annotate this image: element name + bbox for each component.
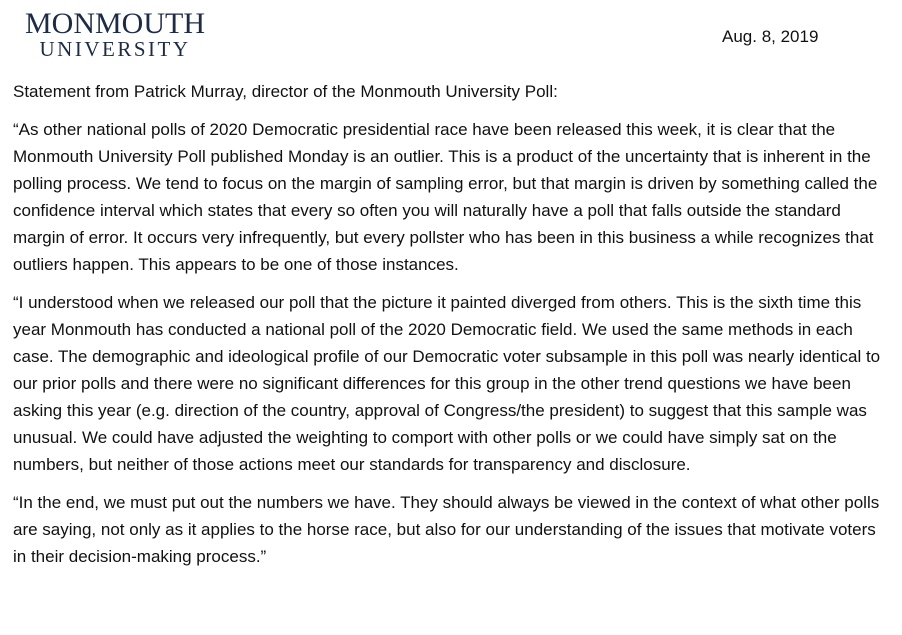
statement-paragraph-1: “As other national polls of 2020 Democratic presidential race have been released this week, it is clear that the Monmouth University Poll published Monday is an outlier. This is a product of the uncertainty that is inherent in the polling process. We tend to focus on the margin of sampling error, but that margin is driven by something called the confidence interval which states that every so often you will naturally have a poll that falls outside the standard margin of error. It occurs very infrequently, but every pollster who has been in this business a while recognizes that outliers happen. This appears to be one of those instances. xyxy=(13,120,878,274)
logo-line-university: UNIVERSITY xyxy=(39,37,191,61)
university-logo xyxy=(12,8,218,59)
statement-paragraph-3: “In the end, we must put out the numbers we have. They should always be viewed in the context of what other polls are saying, not only as it applies to the horse race, but also for our understanding of the issues that motivate voters in their decision-making process.” xyxy=(13,493,880,566)
logo-line-monmouth: MONMOUTH xyxy=(25,7,205,40)
statement-date: Aug. 8, 2019 xyxy=(722,27,819,46)
statement-body xyxy=(13,79,893,581)
statement-intro: Statement from Patrick Murray, director of the Monmouth University Poll: xyxy=(13,82,558,101)
statement-paragraph-2: “I understood when we released our poll that the picture it painted diverged from others. This is the sixth time this year Monmouth has conducted a national poll of the 2020 Democratic field. We used the same methods in each case. The demographic and ideological profile of our Democratic voter subsample in this poll was nearly identical to our prior polls and there were no significant differences for this group in the other trend questions we have been asking this year (e.g. direction of the country, approval of Congress/the president) to suggest that this sample was unusual. We could have adjusted the weighting to comport with other polls or we could have simply sat on the numbers, but neither of those actions meet our standards for transparency and disclosure. xyxy=(13,293,881,474)
